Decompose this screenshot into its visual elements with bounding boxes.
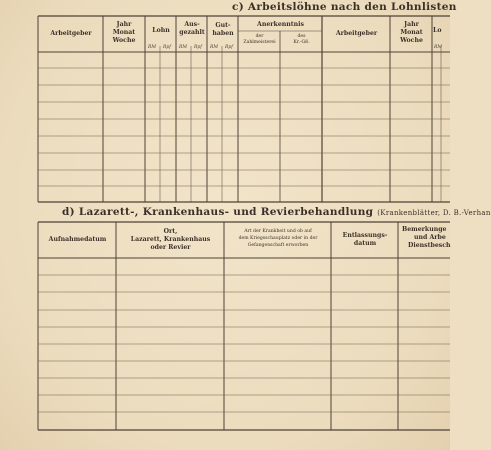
col-year-line3: Woche <box>112 37 136 44</box>
col-ack-left-line1: der <box>255 34 264 39</box>
col-paid-line2: gezahlt <box>179 29 205 36</box>
col-year2-line3: Woche <box>400 37 423 44</box>
unit-rpf: Rpf <box>163 45 171 50</box>
section-d-subtitle: (Krankenblätter, D. B.-Verhan <box>377 209 491 217</box>
unit-rm: RM <box>148 45 156 50</box>
unit-rpf: Rpf <box>194 45 202 50</box>
col-ack-right-line2: Kr.-Gß. <box>293 40 310 45</box>
col-credit-line1: Gut- <box>215 22 231 29</box>
col-illness-line2: dem Kriegsschauplatz oder in der <box>238 236 318 241</box>
unit-rpf: Rpf <box>225 45 233 50</box>
unit-rm: RM <box>210 45 218 50</box>
col-admission-date: Aufnahmedatum <box>48 236 107 243</box>
col-discharge-line2: datum <box>353 240 377 247</box>
col-year-line2: Monat <box>112 29 136 36</box>
col-remarks-line2: und Arbe <box>414 234 446 241</box>
col-employer-2: Arbeitgeber <box>335 30 378 37</box>
col-illness-line3: Gefangenschaft erworben <box>247 243 309 248</box>
section-d-title <box>62 206 491 218</box>
unit-rm: RM <box>434 45 442 50</box>
col-place-line3: oder Revier <box>150 244 191 251</box>
section-c-title: c) Arbeitslöhne nach den Lohnlisten <box>232 1 457 13</box>
col-remarks-line3: Dienstbesch <box>408 242 451 249</box>
col-employer: Arbeitgeber <box>50 30 92 37</box>
col-paid-line1: Aus- <box>184 21 200 28</box>
unit-rm: RM <box>179 45 187 50</box>
col-credit-line2: haben <box>212 30 234 37</box>
col-remarks-line1: Bemerkunge <box>402 226 447 233</box>
col-ack-right-line1: des <box>297 34 306 39</box>
section-d-title-text: d) Lazarett-, Krankenhaus- und Revierbehandlung <box>62 206 374 218</box>
col-year2-line2: Monat <box>400 29 423 36</box>
col-year2-line1: Jahr <box>404 21 419 28</box>
col-wage: Lohn <box>152 27 170 34</box>
col-place-line2: Lazarett, Krankenhaus <box>130 236 211 243</box>
col-ack-left-line2: Zahlmeisterei <box>243 40 276 45</box>
col-place-line1: Ort, <box>163 228 178 235</box>
col-discharge-line1: Entlassungs- <box>342 232 388 239</box>
col-acknowledgement: Anerkenntnis <box>257 21 304 28</box>
col-illness-line1: Art der Krankheit und ob auf <box>244 229 312 234</box>
col-year-line1: Jahr <box>116 21 132 28</box>
col-wage-2: Lo <box>433 27 442 34</box>
